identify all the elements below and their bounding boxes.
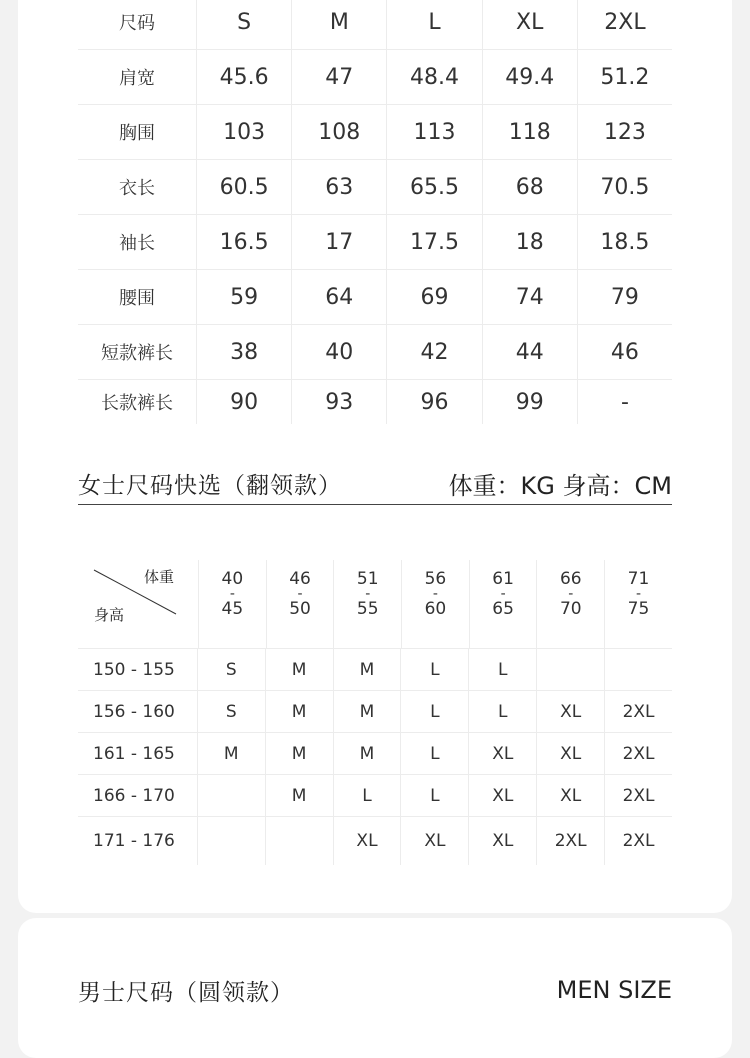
height-range-label: 166 - 170 [93, 785, 175, 806]
size-row [78, 50, 672, 105]
weight-header-row [78, 560, 672, 649]
recommended-size: L [400, 649, 468, 690]
measurement-value: 113 [386, 105, 481, 159]
measurement-label: 衣长 [119, 178, 155, 199]
recommended-size: M [265, 649, 333, 690]
men-section-title: 男士尺码（圆领款） [78, 979, 294, 1006]
measurement-value: 74 [482, 270, 577, 324]
range-dash: - [500, 586, 506, 602]
recommended-size: XL [536, 691, 604, 732]
recommended-size: 2XL [604, 691, 672, 732]
weight-range-header [401, 560, 469, 648]
weight-range-header [604, 560, 672, 648]
weight-from: 46 [289, 569, 311, 589]
recommended-size: XL [536, 733, 604, 774]
size-header-xl: XL [482, 0, 577, 49]
recommended-size [604, 649, 672, 690]
range-dash: - [635, 586, 641, 602]
height-row [78, 649, 672, 691]
measurement-label: 长款裤长 [101, 393, 173, 414]
weight-to: 60 [424, 599, 447, 619]
weight-to: 55 [356, 599, 379, 619]
measurement-value: 65.5 [386, 160, 481, 214]
recommended-size: L [333, 775, 401, 816]
size-chart-table [78, 0, 672, 424]
size-row [78, 215, 672, 270]
measurement-value: 16.5 [196, 215, 291, 269]
units-note: 体重：KG 身高：CM [448, 471, 672, 500]
recommended-size: M [333, 733, 401, 774]
table-corner [78, 560, 198, 648]
size-header-2xl: 2XL [577, 0, 672, 49]
weight-to: 65 [492, 599, 514, 619]
size-header-label: 尺码 [119, 13, 155, 34]
recommended-size: 2XL [604, 817, 672, 865]
measurement-label: 袖长 [119, 233, 155, 254]
measurement-value: 90 [196, 380, 291, 424]
recommended-size [197, 775, 265, 816]
recommended-size: S [197, 691, 265, 732]
measurement-label: 短款裤长 [101, 343, 173, 364]
height-row [78, 775, 672, 817]
height-range-label: 156 - 160 [93, 701, 175, 722]
measurement-value: 93 [291, 380, 386, 424]
recommended-size: L [400, 691, 468, 732]
recommended-size: M [265, 733, 333, 774]
corner-height-label: 身高 [94, 606, 125, 624]
measurement-value: 118 [482, 105, 577, 159]
height-range-label: 150 - 155 [93, 659, 175, 680]
measurement-value: 60.5 [196, 160, 291, 214]
measurement-value: 123 [577, 105, 672, 159]
measurement-value: 108 [291, 105, 386, 159]
measurement-value: 47 [291, 50, 386, 104]
weight-from: 61 [492, 569, 514, 589]
recommended-size: L [468, 649, 536, 690]
measurement-value: 17 [291, 215, 386, 269]
weight-to: 70 [559, 599, 582, 619]
measurement-value: 64 [291, 270, 386, 324]
weight-from: 66 [559, 569, 582, 589]
women-quick-select-header [78, 462, 672, 505]
recommended-size: XL [400, 817, 468, 865]
measurement-value: 70.5 [577, 160, 672, 214]
measurement-value: 40 [291, 325, 386, 379]
range-dash: - [229, 586, 235, 602]
recommended-size: XL [468, 733, 536, 774]
weight-to: 50 [289, 599, 311, 619]
section-title: 女士尺码快选（翻领款） [78, 472, 342, 499]
recommended-size: M [197, 733, 265, 774]
recommended-size: XL [333, 817, 401, 865]
range-dash: - [432, 586, 438, 602]
size-header-m: M [291, 0, 386, 49]
range-dash: - [568, 586, 574, 602]
measurement-value: 48.4 [386, 50, 481, 104]
measurement-value: - [577, 380, 672, 424]
men-size-header [78, 970, 672, 1010]
height-range-label: 161 - 165 [93, 743, 175, 764]
recommended-size: M [333, 691, 401, 732]
recommended-size: 2XL [604, 733, 672, 774]
recommended-size: XL [536, 775, 604, 816]
height-row [78, 691, 672, 733]
measurement-value: 49.4 [482, 50, 577, 104]
recommended-size: XL [468, 775, 536, 816]
weight-range-header [266, 560, 334, 648]
measurement-value: 51.2 [577, 50, 672, 104]
measurement-label: 腰围 [119, 288, 155, 309]
corner-weight-label: 体重 [144, 568, 175, 586]
recommended-size: S [197, 649, 265, 690]
measurement-value: 96 [386, 380, 481, 424]
size-row [78, 105, 672, 160]
recommended-size [536, 649, 604, 690]
recommended-size: M [333, 649, 401, 690]
measurement-value: 68 [482, 160, 577, 214]
height-row [78, 817, 672, 865]
weight-from: 51 [356, 569, 379, 589]
recommended-size: 2XL [536, 817, 604, 865]
measurement-value: 63 [291, 160, 386, 214]
measurement-value: 99 [482, 380, 577, 424]
measurement-value: 45.6 [196, 50, 291, 104]
range-dash: - [297, 586, 303, 602]
measurement-value: 38 [196, 325, 291, 379]
quick-select-table [78, 560, 672, 865]
weight-from: 71 [627, 569, 650, 589]
size-row [78, 325, 672, 380]
measurement-label: 肩宽 [119, 68, 155, 89]
recommended-size: L [468, 691, 536, 732]
weight-range-header [469, 560, 537, 648]
measurement-label: 胸围 [119, 123, 155, 144]
height-range-label: 171 - 176 [93, 831, 175, 851]
weight-from: 56 [424, 569, 447, 589]
size-header-row [78, 0, 672, 50]
size-row [78, 160, 672, 215]
weight-to: 45 [221, 599, 244, 619]
weight-to: 75 [627, 599, 650, 619]
measurement-value: 69 [386, 270, 481, 324]
height-row [78, 733, 672, 775]
recommended-size: M [265, 691, 333, 732]
range-dash: - [365, 586, 371, 602]
measurement-value: 18.5 [577, 215, 672, 269]
measurement-value: 46 [577, 325, 672, 379]
measurement-value: 59 [196, 270, 291, 324]
weight-range-header [536, 560, 604, 648]
measurement-value: 103 [196, 105, 291, 159]
weight-from: 40 [221, 569, 244, 589]
measurement-value: 42 [386, 325, 481, 379]
measurement-value: 17.5 [386, 215, 481, 269]
measurement-value: 18 [482, 215, 577, 269]
men-size-label: MEN SIZE [556, 976, 672, 1004]
recommended-size: L [400, 775, 468, 816]
recommended-size: L [400, 733, 468, 774]
recommended-size: 2XL [604, 775, 672, 816]
recommended-size: M [265, 775, 333, 816]
measurement-value: 79 [577, 270, 672, 324]
size-row [78, 270, 672, 325]
weight-range-header [333, 560, 401, 648]
measurement-value: 44 [482, 325, 577, 379]
size-row [78, 380, 672, 424]
recommended-size: XL [468, 817, 536, 865]
recommended-size [197, 817, 265, 865]
recommended-size [265, 817, 333, 865]
size-header-l: L [386, 0, 481, 49]
size-header-s: S [196, 0, 291, 49]
